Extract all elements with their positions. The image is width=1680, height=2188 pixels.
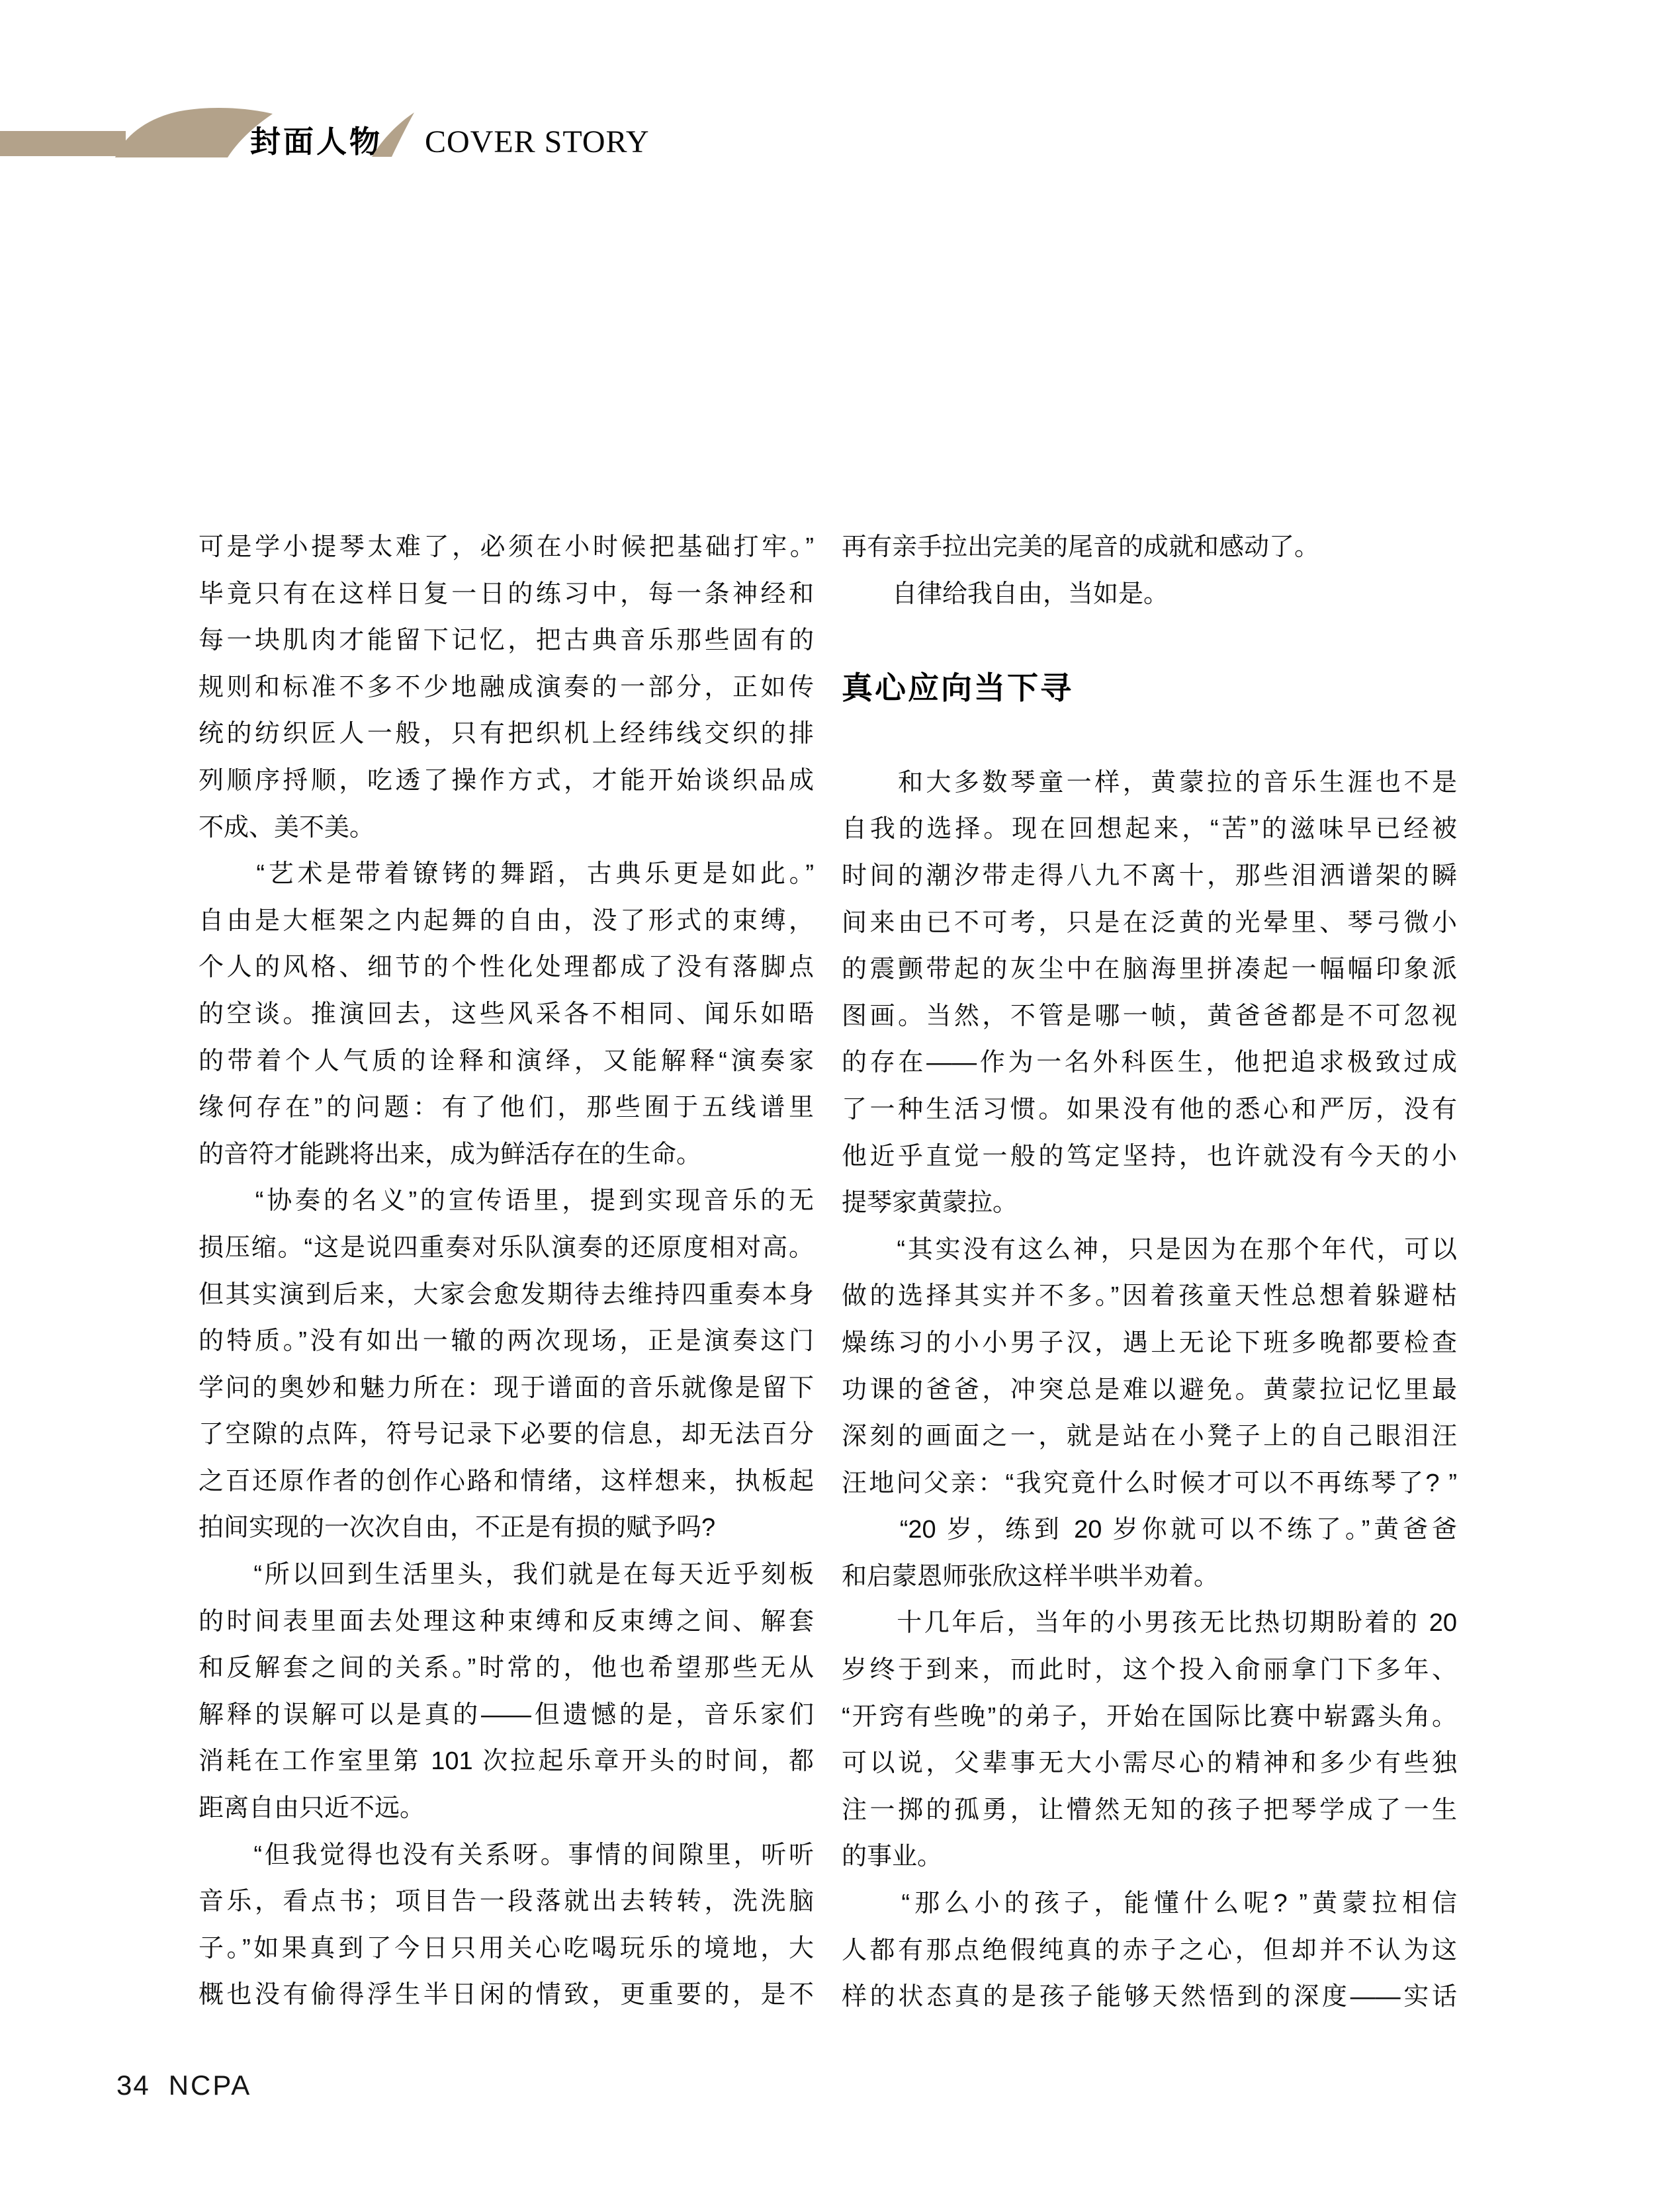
section-heading: 真心应向当下寻 [842, 670, 1073, 706]
text-line: 注一掷的孤勇，让懵然无知的孩子把琴学成了一生 [842, 1796, 1457, 1824]
article-column-right [842, 524, 1457, 2021]
text-line: “协奏的名义”的宣传语里，提到实现音乐的无 [199, 1187, 814, 1215]
text-line: “20 岁，练到 20 岁你就可以不练了。”黄爸爸 [842, 1516, 1457, 1544]
text-line: 做的选择其实并不多。”因着孩童天性总想着躲避枯 [842, 1282, 1457, 1311]
text-line: 的震颤带起的灰尘中在脑海里拼凑起一幅幅印象派 [842, 955, 1457, 984]
text-line: 音乐，看点书；项目告一段落就出去转转，洗洗脑 [199, 1888, 814, 1916]
section-title-zh: 封面人物 [250, 124, 382, 159]
section-title-en: COVER STORY [425, 124, 650, 159]
text-line: 损压缩。“这是说四重奏对乐队演奏的还原度相对高。 [199, 1233, 814, 1262]
text-line: 自我的选择。现在回想起来，“苦”的滋味早已经被 [842, 815, 1457, 844]
text-line: 样的状态真的是孩子能够天然悟到的深度——实话 [842, 1983, 1457, 2011]
text-line: 深刻的画面之一，就是站在小凳子上的自己眼泪汪 [842, 1422, 1457, 1451]
text-line: 子。”如果真到了今日只用关心吃喝玩乐的境地，大 [199, 1934, 814, 1962]
text-line: “所以回到生活里头，我们就是在每天近乎刻板 [199, 1561, 814, 1589]
text-line: 统的纺织匠人一般，只有把织机上经纬线交织的排 [199, 720, 814, 748]
text-line: 之百还原作者的创作心路和情绪，这样想来，执板起 [199, 1467, 814, 1495]
text-line: 自由是大框架之内起舞的自由，没了形式的束缚， [199, 906, 814, 935]
text-line: 自律给我自由，当如是。 [842, 580, 1169, 608]
text-line: 功课的爸爸，冲突总是难以避免。黄蒙拉记忆里最 [842, 1376, 1457, 1404]
text-line: 每一块肌肉才能留下记忆，把古典音乐那些固有的 [199, 627, 814, 655]
text-line: 十几年后，当年的小男孩无比热切期盼着的 20 [842, 1609, 1457, 1638]
column-right-top-lines [842, 524, 1457, 617]
curve-swoosh-icon [372, 112, 414, 157]
text-line: “艺术是带着镣铐的舞蹈，古典乐更是如此。” [199, 860, 814, 889]
text-line: 了空隙的点阵，符号记录下必要的信息，却无法百分 [199, 1421, 814, 1449]
text-line: 但其实演到后来，大家会愈发期待去维持四重奏本身 [199, 1280, 814, 1309]
text-line: 提琴家黄蒙拉。 [842, 1189, 1018, 1217]
text-line: 的音符才能跳将出来，成为鲜活存在的生命。 [199, 1140, 702, 1168]
text-line: 和启蒙恩师张欣这样半哄半劝着。 [842, 1562, 1219, 1591]
column-right-main-lines [842, 760, 1457, 2021]
text-line: 和反解套之间的关系。”时常的，他也希望那些无从 [199, 1654, 814, 1683]
text-line: 间来由已不可考，只是在泛黄的光晕里、琴弓微小 [842, 908, 1457, 937]
text-line: 规则和标准不多不少地融成演奏的一部分，正如传 [199, 673, 814, 701]
text-line: 可以说，父辈事无大小需尽心的精神和多少有些独 [842, 1749, 1457, 1778]
page-number: 34 [116, 2070, 150, 2101]
text-line: 消耗在工作室里第 101 次拉起乐章开头的时间，都 [199, 1747, 814, 1776]
column-left-lines [199, 524, 814, 2019]
text-line: 不成、美不美。 [199, 813, 375, 842]
text-line: “开窍有些晚”的弟子，开始在国际比赛中崭露头角。 [842, 1702, 1457, 1731]
text-line: “那么小的孩子，能懂什么呢? ”黄蒙拉相信 [842, 1890, 1457, 1918]
header-accent-bar [0, 131, 126, 156]
text-line: 他近乎直觉一般的笃定坚持，也许就没有今天的小 [842, 1142, 1457, 1170]
text-line: 的存在——作为一名外科医生，他把追求极致过成 [842, 1049, 1457, 1077]
text-line: 缘何存在”的问题：有了他们，那些囿于五线谱里 [199, 1094, 814, 1122]
text-line: 的空谈。推演回去，这些风采各不相同、闻乐如晤 [199, 1000, 814, 1028]
leaf-swoosh-icon [114, 108, 273, 157]
text-line: “其实没有这么神，只是因为在那个年代，可以 [842, 1235, 1457, 1264]
brand-label: NCPA [168, 2070, 252, 2101]
text-line: 燥练习的小小男子汉，遇上无论下班多晚都要检查 [842, 1329, 1457, 1357]
text-line: 汪地问父亲：“我究竟什么时候才可以不再练琴了? ” [842, 1469, 1457, 1497]
text-line: 可是学小提琴太难了，必须在小时候把基础打牢。” [199, 533, 814, 561]
text-line: 了一种生活习惯。如果没有他的悉心和严厉，没有 [842, 1095, 1457, 1123]
text-line: 人都有那点绝假纯真的赤子之心，但却并不认为这 [842, 1936, 1457, 1964]
text-line: 列顺序捋顺，吃透了操作方式，才能开始谈织品成 [199, 766, 814, 795]
text-line: 拍间实现的一次次自由，不正是有损的赋予吗? [199, 1514, 716, 1542]
text-line: 距离自由只近不远。 [199, 1794, 425, 1823]
text-line: 时间的潮汐带走得八九不离十，那些泪洒谱架的瞬 [842, 861, 1457, 890]
text-line: 的时间表里面去处理这种束缚和反束缚之间、解套 [199, 1607, 814, 1636]
text-line: 学问的奥妙和魅力所在：现于谱面的音乐就像是留下 [199, 1374, 814, 1402]
text-line: 再有亲手拉出完美的尾音的成就和感动了。 [842, 533, 1320, 561]
text-line: 解释的误解可以是真的——但遗憾的是，音乐家们 [199, 1700, 814, 1729]
text-line: 毕竟只有在这样日复一日的练习中，每一条神经和 [199, 580, 814, 608]
text-line: 概也没有偷得浮生半日闲的情致，更重要的，是不 [199, 1981, 814, 2009]
text-line: 的特质。”没有如出一辙的两次现场，正是演奏这门 [199, 1327, 814, 1356]
text-line: 的事业。 [842, 1843, 943, 1871]
text-line: 个人的风格、细节的个性化处理都成了没有落脚点 [199, 953, 814, 982]
text-line: “但我觉得也没有关系呀。事情的间隙里，听听 [199, 1841, 814, 1869]
page-footer [116, 2070, 251, 2101]
text-line: 图画。当然，不管是哪一帧，黄爸爸都是不可忽视 [842, 1002, 1457, 1030]
text-line: 的带着个人气质的诠释和演绎，又能解释“演奏家 [199, 1047, 814, 1075]
text-line: 岁终于到来，而此时，这个投入俞丽拿门下多年、 [842, 1656, 1457, 1685]
article-column-left [199, 524, 814, 2019]
text-line: 和大多数琴童一样，黄蒙拉的音乐生涯也不是 [842, 768, 1457, 797]
